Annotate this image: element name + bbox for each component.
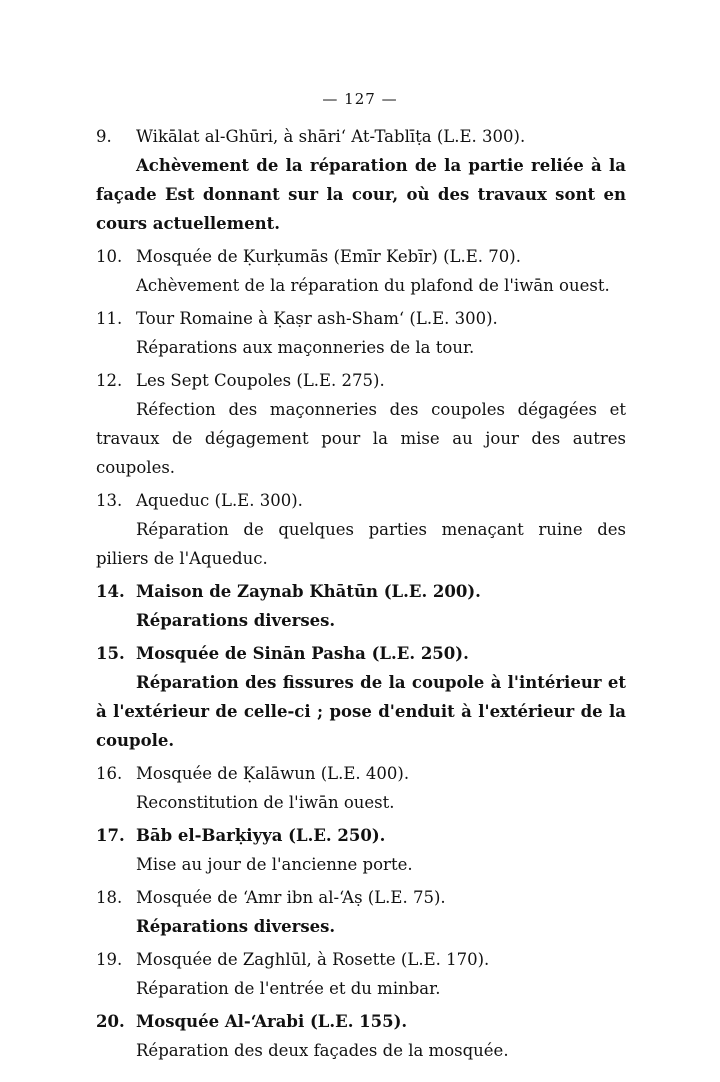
- list-item: [96, 639, 626, 755]
- entry-heading: Maison de Zaynab Khātūn (L.E. 200).: [136, 582, 481, 601]
- list-item: [96, 577, 626, 635]
- entry-title: [96, 366, 626, 395]
- entry-number: 17.: [96, 826, 125, 845]
- entry-number: 11.: [96, 309, 123, 328]
- entry-description: Réparations aux maçonneries de la tour.: [136, 338, 475, 357]
- entry-description: Réparations diverses.: [136, 917, 336, 936]
- list-item: [96, 122, 626, 238]
- page-number: — 127 —: [322, 90, 398, 108]
- entry-heading: Mosquée de Ḳalāwun (L.E. 400).: [136, 764, 410, 783]
- entry-number: 14.: [96, 582, 125, 601]
- entry-description: Réparation des deux façades de la mosquée.: [136, 1041, 509, 1060]
- list-item: [96, 304, 626, 362]
- list-item: [96, 759, 626, 817]
- entry-description: Mise au jour de l'ancienne porte.: [136, 855, 413, 874]
- entry-description: Réparations diverses.: [136, 611, 336, 630]
- list-item: [96, 821, 626, 879]
- list-item: [96, 883, 626, 941]
- entry-number: 13.: [96, 491, 123, 510]
- entry-heading: Mosquée de Ḳurḳumās (Emīr Kebīr) (L.E. 70).: [136, 247, 521, 266]
- entry-title: [96, 242, 626, 271]
- entry-heading: Wikālat al-Ghūri, à shāri‘ At-Tablīṭa (L.E. 300).: [136, 127, 526, 146]
- entry-number: 12.: [96, 371, 123, 390]
- entry-heading: Bāb el-Barḳiyya (L.E. 250).: [136, 826, 386, 845]
- list-item: [96, 242, 626, 300]
- entry-heading: Tour Romaine à Ḳaṣr ash-Sham‘ (L.E. 300).: [136, 309, 498, 328]
- entry-title: [96, 486, 626, 515]
- entry-list: [96, 122, 626, 1069]
- entry-title: [96, 639, 626, 668]
- entry-description: Achèvement de la réparation du plafond de l'iwān ouest.: [136, 276, 610, 295]
- entry-heading: Les Sept Coupoles (L.E. 275).: [136, 371, 385, 390]
- entry-title: [96, 759, 626, 788]
- entry-title: [96, 821, 626, 850]
- entry-number: 9.: [96, 127, 112, 146]
- list-item: [96, 486, 626, 573]
- entry-number: 15.: [96, 644, 125, 663]
- entry-number: 10.: [96, 247, 123, 266]
- entry-number: 18.: [96, 888, 123, 907]
- list-item: [96, 366, 626, 482]
- entry-description: Réfection des maçonneries des coupoles dégagées et travaux de dégagement pour la mise au jour des autres coupoles.: [96, 400, 626, 477]
- entry-title: [96, 945, 626, 974]
- entry-title: [96, 883, 626, 912]
- entry-description: Réparation de quelques parties menaçant ruine des piliers de l'Aqueduc.: [96, 520, 626, 568]
- entry-description: Réparation de l'entrée et du minbar.: [136, 979, 441, 998]
- entry-title: [96, 577, 626, 606]
- entry-title: [96, 122, 626, 151]
- entry-heading: Mosquée Al-‘Arabi (L.E. 155).: [136, 1012, 408, 1031]
- entry-description: Achèvement de la réparation de la partie reliée à la façade Est donnant sur la cour, où des travaux sont en cours actuellement.: [96, 156, 626, 233]
- list-item: [96, 1007, 626, 1065]
- entry-heading: Mosquée de Zaghlūl, à Rosette (L.E. 170).: [136, 950, 490, 969]
- entry-number: 16.: [96, 764, 123, 783]
- entry-number: 19.: [96, 950, 123, 969]
- entry-heading: Mosquée de ‘Amr ibn al-‘Aṣ (L.E. 75).: [136, 888, 446, 907]
- entry-heading: Mosquée de Sinān Pasha (L.E. 250).: [136, 644, 469, 663]
- entry-description: Réparation des fissures de la coupole à l'intérieur et à l'extérieur de celle-ci ; pose d'enduit à l'extérieur de la coupole.: [96, 673, 626, 750]
- list-item: [96, 945, 626, 1003]
- entry-heading: Aqueduc (L.E. 300).: [136, 491, 303, 510]
- entry-description: Reconstitution de l'iwān ouest.: [136, 793, 395, 812]
- entry-title: [96, 304, 626, 333]
- entry-number: 20.: [96, 1012, 125, 1031]
- entry-title: [96, 1007, 626, 1036]
